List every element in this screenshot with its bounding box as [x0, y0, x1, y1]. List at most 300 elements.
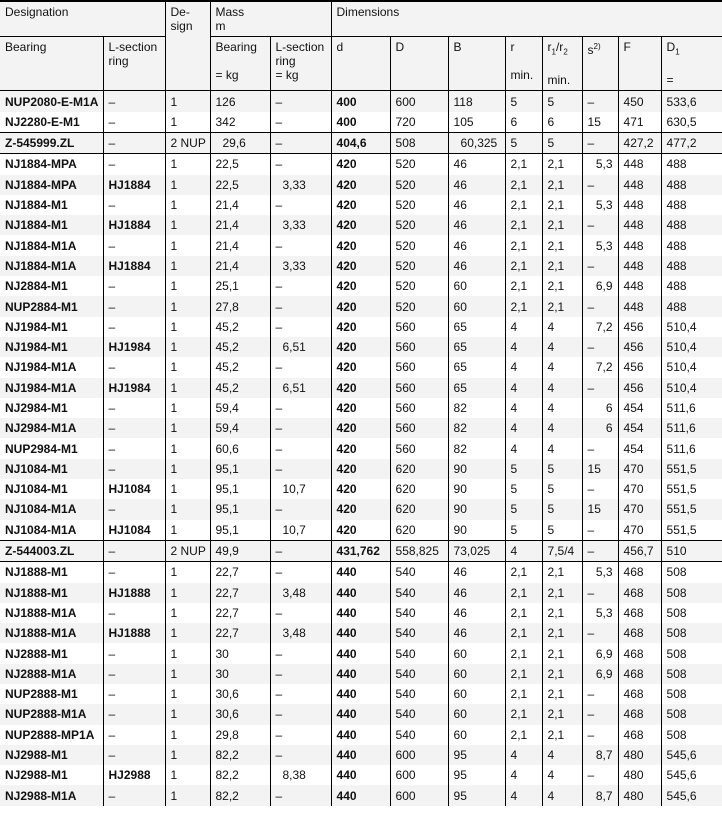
header-mass-ring-line2: ring [275, 54, 296, 68]
header-D [390, 37, 448, 91]
cell-design: 1 [165, 175, 210, 195]
cell-F: 427,2 [618, 132, 661, 153]
cell-r: 2,1 [505, 583, 542, 603]
cell-s: – [582, 91, 618, 112]
cell-B: 95 [448, 785, 505, 805]
cell-D1: 477,2 [661, 132, 722, 153]
cell-F: 468 [618, 664, 661, 684]
cell-r: 4 [505, 378, 542, 398]
cell-mass-ring: – [270, 438, 331, 458]
cell-mass-ring: – [270, 195, 331, 215]
header-r1-r2 [542, 37, 582, 91]
cell-s: – [582, 623, 618, 643]
cell-mass-ring: – [270, 317, 331, 337]
cell-F: 450 [618, 91, 661, 112]
cell-mass-ring: 6,51 [270, 378, 331, 398]
cell-D: 558,825 [390, 540, 448, 561]
cell-s: 5,3 [582, 195, 618, 215]
cell-F: 470 [618, 499, 661, 519]
cell-mass-bearing: 59,4 [210, 398, 270, 418]
cell-r1-r2: 4 [542, 398, 582, 418]
cell-r: 4 [505, 357, 542, 377]
cell-F: 456 [618, 378, 661, 398]
cell-D: 540 [390, 603, 448, 623]
cell-bearing: NJ1884-M1 [0, 215, 103, 235]
cell-r: 2,1 [505, 704, 542, 724]
cell-r: 4 [505, 745, 542, 765]
cell-D: 520 [390, 235, 448, 255]
cell-F: 454 [618, 398, 661, 418]
cell-F: 480 [618, 785, 661, 805]
cell-r: 4 [505, 765, 542, 785]
header-bearing [0, 37, 103, 91]
D1-letter: D [666, 40, 676, 54]
cell-mass-ring: – [270, 154, 331, 175]
cell-s: 15 [582, 459, 618, 479]
cell-d: 420 [331, 337, 390, 357]
header-r12-label [547, 40, 568, 57]
cell-D1: 551,5 [661, 520, 722, 541]
cell-lsection-ring: – [103, 438, 165, 458]
cell-d: 420 [331, 418, 390, 438]
cell-B: 60 [448, 684, 505, 704]
cell-d: 420 [331, 276, 390, 296]
header-mass-bearing-unit: = kg [215, 68, 239, 82]
cell-B: 82 [448, 438, 505, 458]
cell-r1-r2: 2,1 [542, 296, 582, 316]
header-design-line1: De- [170, 5, 190, 19]
header-mass-line1: Mass [215, 5, 245, 19]
cell-D: 560 [390, 418, 448, 438]
cell-D: 560 [390, 337, 448, 357]
cell-r: 2,1 [505, 562, 542, 583]
cell-D: 620 [390, 479, 448, 499]
cell-mass-ring: 3,33 [270, 256, 331, 276]
table-row [0, 664, 722, 684]
cell-r: 2,1 [505, 643, 542, 663]
cell-D: 520 [390, 175, 448, 195]
cell-s: – [582, 256, 618, 276]
cell-mass-bearing: 22,7 [210, 583, 270, 603]
cell-d: 420 [331, 235, 390, 255]
cell-mass-ring: – [270, 643, 331, 663]
cell-D: 600 [390, 91, 448, 112]
cell-lsection-ring: – [103, 684, 165, 704]
cell-design: 2 NUP [165, 132, 210, 153]
cell-mass-ring: – [270, 276, 331, 296]
cell-d: 420 [331, 357, 390, 377]
cell-design: 1 [165, 643, 210, 663]
cell-mass-ring: – [270, 603, 331, 623]
cell-bearing: NJ2988-M1 [0, 765, 103, 785]
cell-mass-bearing: 342 [210, 112, 270, 133]
cell-s: – [582, 337, 618, 357]
cell-mass-bearing: 30 [210, 664, 270, 684]
cell-r: 2,1 [505, 154, 542, 175]
cell-mass-ring: – [270, 562, 331, 583]
header-design [165, 1, 210, 91]
header-D1-label [666, 40, 680, 57]
table-row [0, 132, 722, 153]
cell-mass-bearing: 21,4 [210, 195, 270, 215]
table-row [0, 398, 722, 418]
cell-s: – [582, 520, 618, 541]
cell-r: 5 [505, 91, 542, 112]
cell-s: – [582, 296, 618, 316]
cell-D1: 511,6 [661, 418, 722, 438]
cell-B: 65 [448, 378, 505, 398]
cell-F: 468 [618, 725, 661, 745]
table-row [0, 276, 722, 296]
cell-B: 65 [448, 317, 505, 337]
cell-s: – [582, 132, 618, 153]
cell-r: 4 [505, 337, 542, 357]
cell-bearing: NUP2884-M1 [0, 296, 103, 316]
header-D-label: D [395, 40, 405, 54]
cell-D: 520 [390, 195, 448, 215]
cell-bearing: NJ1888-M1A [0, 623, 103, 643]
cell-lsection-ring: – [103, 91, 165, 112]
cell-lsection-ring: – [103, 459, 165, 479]
cell-mass-ring: – [270, 459, 331, 479]
cell-bearing: NUP2888-M1 [0, 684, 103, 704]
cell-r: 5 [505, 132, 542, 153]
cell-lsection-ring: – [103, 296, 165, 316]
cell-B: 95 [448, 745, 505, 765]
cell-F: 448 [618, 195, 661, 215]
cell-D1: 488 [661, 154, 722, 175]
cell-D1: 508 [661, 603, 722, 623]
cell-mass-ring: 3,33 [270, 175, 331, 195]
cell-B: 46 [448, 562, 505, 583]
cell-r1-r2: 2,1 [542, 725, 582, 745]
cell-lsection-ring: – [103, 540, 165, 561]
cell-B: 105 [448, 112, 505, 133]
cell-bearing: Z-545999.ZL [0, 132, 103, 153]
cell-r1-r2: 2,1 [542, 154, 582, 175]
cell-d: 440 [331, 704, 390, 724]
cell-B: 60 [448, 725, 505, 745]
cell-B: 46 [448, 175, 505, 195]
cell-r1-r2: 4 [542, 418, 582, 438]
cell-s: – [582, 684, 618, 704]
cell-mass-bearing: 82,2 [210, 765, 270, 785]
cell-B: 90 [448, 520, 505, 541]
cell-F: 468 [618, 583, 661, 603]
cell-lsection-ring: HJ1884 [103, 256, 165, 276]
cell-B: 60 [448, 276, 505, 296]
cell-bearing: NJ1984-M1A [0, 357, 103, 377]
cell-D: 600 [390, 745, 448, 765]
cell-mass-bearing: 49,9 [210, 540, 270, 561]
cell-D: 620 [390, 459, 448, 479]
cell-D1: 545,6 [661, 785, 722, 805]
cell-mass-ring: – [270, 418, 331, 438]
cell-B: 90 [448, 499, 505, 519]
cell-r1-r2: 2,1 [542, 256, 582, 276]
cell-D1: 508 [661, 583, 722, 603]
cell-design: 1 [165, 684, 210, 704]
cell-bearing: NUP2080-E-M1A [0, 91, 103, 112]
cell-D: 540 [390, 684, 448, 704]
cell-mass-bearing: 22,7 [210, 603, 270, 623]
cell-r1-r2: 5 [542, 459, 582, 479]
cell-F: 480 [618, 745, 661, 765]
cell-mass-ring: – [270, 296, 331, 316]
header-B [448, 37, 505, 91]
cell-B: 46 [448, 603, 505, 623]
r1-subscript: 1 [551, 47, 556, 57]
cell-mass-ring: 6,51 [270, 337, 331, 357]
cell-D: 560 [390, 378, 448, 398]
cell-mass-bearing: 30,6 [210, 704, 270, 724]
cell-D: 508 [390, 132, 448, 153]
cell-bearing: NJ1888-M1 [0, 562, 103, 583]
cell-d: 404,6 [331, 132, 390, 153]
cell-mass-bearing: 25,1 [210, 276, 270, 296]
cell-bearing: NUP2984-M1 [0, 438, 103, 458]
header-mass-ring-line1: L-section [275, 40, 325, 54]
cell-design: 1 [165, 195, 210, 215]
cell-D1: 508 [661, 623, 722, 643]
header-D1-unit: = [666, 73, 674, 88]
cell-r1-r2: 4 [542, 378, 582, 398]
table-row [0, 540, 722, 561]
cell-mass-bearing: 30,6 [210, 684, 270, 704]
cell-D: 540 [390, 664, 448, 684]
cell-D1: 508 [661, 562, 722, 583]
header-s-label: s [587, 43, 594, 57]
cell-mass-ring: 3,48 [270, 623, 331, 643]
cell-lsection-ring: – [103, 357, 165, 377]
cell-F: 456 [618, 317, 661, 337]
cell-mass-ring: – [270, 357, 331, 377]
cell-design: 1 [165, 112, 210, 133]
header-r-label: r [510, 40, 515, 54]
cell-bearing: NJ2884-M1 [0, 276, 103, 296]
cell-d: 420 [331, 459, 390, 479]
table-row [0, 112, 722, 133]
cell-bearing: NJ1984-M1A [0, 378, 103, 398]
cell-d: 440 [331, 765, 390, 785]
cell-lsection-ring: – [103, 235, 165, 255]
cell-r: 4 [505, 398, 542, 418]
cell-d: 420 [331, 317, 390, 337]
cell-bearing: NJ2984-M1 [0, 398, 103, 418]
cell-s: – [582, 704, 618, 724]
cell-r: 5 [505, 479, 542, 499]
cell-s: 5,3 [582, 562, 618, 583]
header-lsection-line2: ring [108, 54, 129, 68]
cell-design: 1 [165, 357, 210, 377]
cell-D: 540 [390, 725, 448, 745]
header-lsection-line1: L-section [108, 40, 158, 54]
cell-d: 420 [331, 215, 390, 235]
cell-design: 1 [165, 438, 210, 458]
cell-design: 1 [165, 785, 210, 805]
cell-s: 5,3 [582, 603, 618, 623]
cell-F: 468 [618, 643, 661, 663]
header-r [505, 37, 542, 91]
cell-s: 6 [582, 398, 618, 418]
cell-D1: 488 [661, 235, 722, 255]
cell-B: 65 [448, 357, 505, 377]
cell-mass-bearing: 22,5 [210, 175, 270, 195]
cell-bearing: NJ1884-M1 [0, 195, 103, 215]
cell-r1-r2: 4 [542, 785, 582, 805]
cell-bearing: NJ1984-M1 [0, 317, 103, 337]
cell-s: 6 [582, 418, 618, 438]
cell-r: 2,1 [505, 215, 542, 235]
header-designation-label: Designation [5, 5, 69, 19]
cell-r1-r2: 7,5/4 [542, 540, 582, 561]
header-mass-line2: m [215, 19, 226, 33]
cell-design: 1 [165, 256, 210, 276]
cell-D: 720 [390, 112, 448, 133]
table-row [0, 256, 722, 276]
cell-D: 520 [390, 276, 448, 296]
cell-design: 1 [165, 235, 210, 255]
cell-s: 5,3 [582, 235, 618, 255]
cell-mass-bearing: 29,8 [210, 725, 270, 745]
cell-s: – [582, 725, 618, 745]
table-row [0, 583, 722, 603]
cell-mass-ring: – [270, 398, 331, 418]
cell-d: 420 [331, 256, 390, 276]
cell-F: 468 [618, 704, 661, 724]
table-row [0, 418, 722, 438]
cell-r: 2,1 [505, 256, 542, 276]
cell-mass-bearing: 21,4 [210, 235, 270, 255]
cell-r1-r2: 6 [542, 112, 582, 133]
cell-r1-r2: 2,1 [542, 623, 582, 643]
cell-D1: 545,6 [661, 765, 722, 785]
cell-r: 4 [505, 438, 542, 458]
cell-D: 620 [390, 520, 448, 541]
cell-mass-bearing: 30 [210, 643, 270, 663]
cell-s: – [582, 438, 618, 458]
cell-d: 420 [331, 296, 390, 316]
cell-D1: 488 [661, 175, 722, 195]
table-header [0, 1, 722, 91]
cell-D1: 551,5 [661, 499, 722, 519]
cell-F: 456 [618, 337, 661, 357]
cell-r: 2,1 [505, 684, 542, 704]
cell-r: 2,1 [505, 664, 542, 684]
table-row [0, 235, 722, 255]
cell-D1: 630,5 [661, 112, 722, 133]
cell-bearing: NJ2888-M1A [0, 664, 103, 684]
cell-design: 1 [165, 603, 210, 623]
cell-mass-bearing: 95,1 [210, 479, 270, 499]
cell-d: 440 [331, 664, 390, 684]
cell-B: 46 [448, 256, 505, 276]
cell-design: 1 [165, 725, 210, 745]
cell-r: 2,1 [505, 235, 542, 255]
table-row [0, 438, 722, 458]
cell-r1-r2: 2,1 [542, 276, 582, 296]
cell-design: 1 [165, 91, 210, 112]
cell-r: 2,1 [505, 296, 542, 316]
cell-r1-r2: 2,1 [542, 583, 582, 603]
cell-mass-ring: 10,7 [270, 479, 331, 499]
cell-design: 1 [165, 378, 210, 398]
cell-design: 1 [165, 520, 210, 541]
table-row [0, 562, 722, 583]
cell-bearing: NJ2984-M1A [0, 418, 103, 438]
cell-lsection-ring: – [103, 603, 165, 623]
cell-D1: 488 [661, 215, 722, 235]
cell-D: 560 [390, 357, 448, 377]
cell-mass-bearing: 59,4 [210, 418, 270, 438]
header-design-line2: sign [170, 19, 193, 33]
cell-B: 82 [448, 418, 505, 438]
cell-r: 4 [505, 317, 542, 337]
cell-F: 471 [618, 112, 661, 133]
D1-subscript: 1 [675, 47, 680, 57]
cell-s: – [582, 175, 618, 195]
cell-mass-bearing: 82,2 [210, 745, 270, 765]
table-row [0, 725, 722, 745]
cell-lsection-ring: – [103, 112, 165, 133]
cell-d: 440 [331, 583, 390, 603]
cell-mass-ring: – [270, 684, 331, 704]
cell-design: 1 [165, 562, 210, 583]
cell-D1: 508 [661, 664, 722, 684]
cell-F: 468 [618, 603, 661, 623]
cell-r1-r2: 2,1 [542, 684, 582, 704]
cell-D1: 510,4 [661, 337, 722, 357]
cell-mass-bearing: 22,5 [210, 154, 270, 175]
cell-r1-r2: 5 [542, 479, 582, 499]
cell-D: 620 [390, 499, 448, 519]
cell-s: – [582, 215, 618, 235]
cell-r1-r2: 4 [542, 745, 582, 765]
cell-s: – [582, 378, 618, 398]
cell-mass-bearing: 45,2 [210, 337, 270, 357]
cell-mass-bearing: 60,6 [210, 438, 270, 458]
cell-mass-ring: – [270, 540, 331, 561]
cell-r1-r2: 2,1 [542, 215, 582, 235]
cell-s: – [582, 765, 618, 785]
header-s-footnote: 2) [593, 42, 601, 51]
table-row [0, 378, 722, 398]
cell-mass-ring: 8,38 [270, 765, 331, 785]
cell-D1: 488 [661, 276, 722, 296]
table-body [0, 91, 722, 806]
cell-r: 4 [505, 785, 542, 805]
cell-lsection-ring: HJ1984 [103, 378, 165, 398]
cell-design: 1 [165, 583, 210, 603]
cell-bearing: NJ1888-M1A [0, 603, 103, 623]
r2-letter: /r [555, 40, 564, 54]
cell-r: 5 [505, 520, 542, 541]
r1-letter: r [547, 40, 552, 54]
cell-s: – [582, 479, 618, 499]
cell-design: 1 [165, 215, 210, 235]
cell-r: 6 [505, 112, 542, 133]
cell-d: 440 [331, 623, 390, 643]
cell-design: 2 NUP [165, 540, 210, 561]
cell-F: 448 [618, 296, 661, 316]
cell-lsection-ring: – [103, 276, 165, 296]
cell-mass-bearing: 21,4 [210, 256, 270, 276]
cell-mass-bearing: 82,2 [210, 785, 270, 805]
cell-F: 448 [618, 256, 661, 276]
table-row [0, 785, 722, 805]
cell-design: 1 [165, 765, 210, 785]
cell-D1: 510,4 [661, 357, 722, 377]
